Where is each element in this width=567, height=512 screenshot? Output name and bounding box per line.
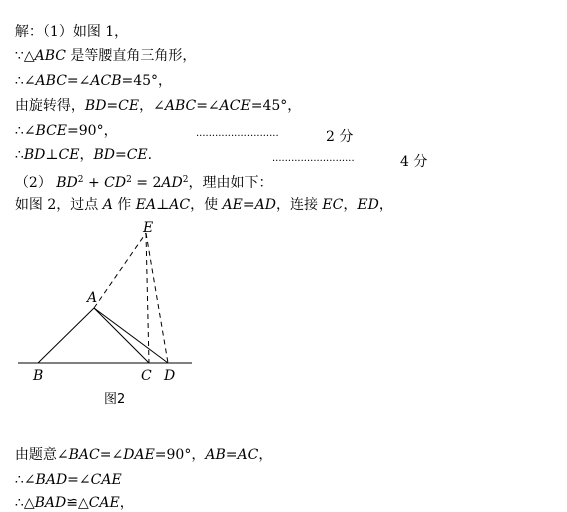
statement-congruent: ∴△BAD≌△CAE，	[14, 495, 134, 511]
solution-heading: 解：（1）如图 1，	[14, 24, 129, 40]
point-label-e: E	[143, 220, 154, 236]
figure-caption: 图2	[104, 392, 126, 407]
construction-statement: 如图 2，过点 A 作 EA⊥AC，使 AE=AD，连接 EC，ED，	[14, 197, 393, 213]
score-dots-2: ··························	[272, 156, 355, 167]
statement-isosceles-right: ∵△ABC 是等腰直角三角形，	[14, 48, 197, 64]
segment-ae-dashed	[94, 233, 146, 308]
point-label-b: B	[33, 368, 44, 384]
score-part1: 2 分	[326, 129, 354, 145]
segment-ab	[38, 308, 94, 363]
segment-ad	[94, 308, 168, 363]
segment-ec-dashed	[146, 233, 149, 363]
statement-angles-45: ∴∠ABC=∠ACB=45°，	[14, 73, 173, 89]
statement-given: 由题意∠BAC=∠DAE=90°，AB=AC，	[14, 447, 273, 463]
segment-ac	[94, 308, 149, 363]
claim-part2: （2） $BD^2 + CD^2 = 2AD^2$，理由如下：	[14, 175, 273, 191]
statement-rotation: 由旋转得，BD=CE，∠ABC=∠ACE=45°，	[14, 98, 302, 114]
score-part2: 4 分	[400, 154, 428, 170]
point-label-a: A	[87, 290, 98, 306]
segment-ed-dashed	[146, 233, 168, 363]
statement-angle-bad: ∴∠BAD=∠CAE	[14, 472, 122, 488]
score-dots-1: ··························	[196, 131, 279, 142]
point-label-c: C	[141, 368, 152, 384]
point-label-d: D	[164, 368, 176, 384]
statement-angle-bce: ∴∠BCE=90°，	[14, 123, 118, 139]
conclusion-part1: ∴BD⊥CE，BD=CE.	[14, 147, 153, 163]
